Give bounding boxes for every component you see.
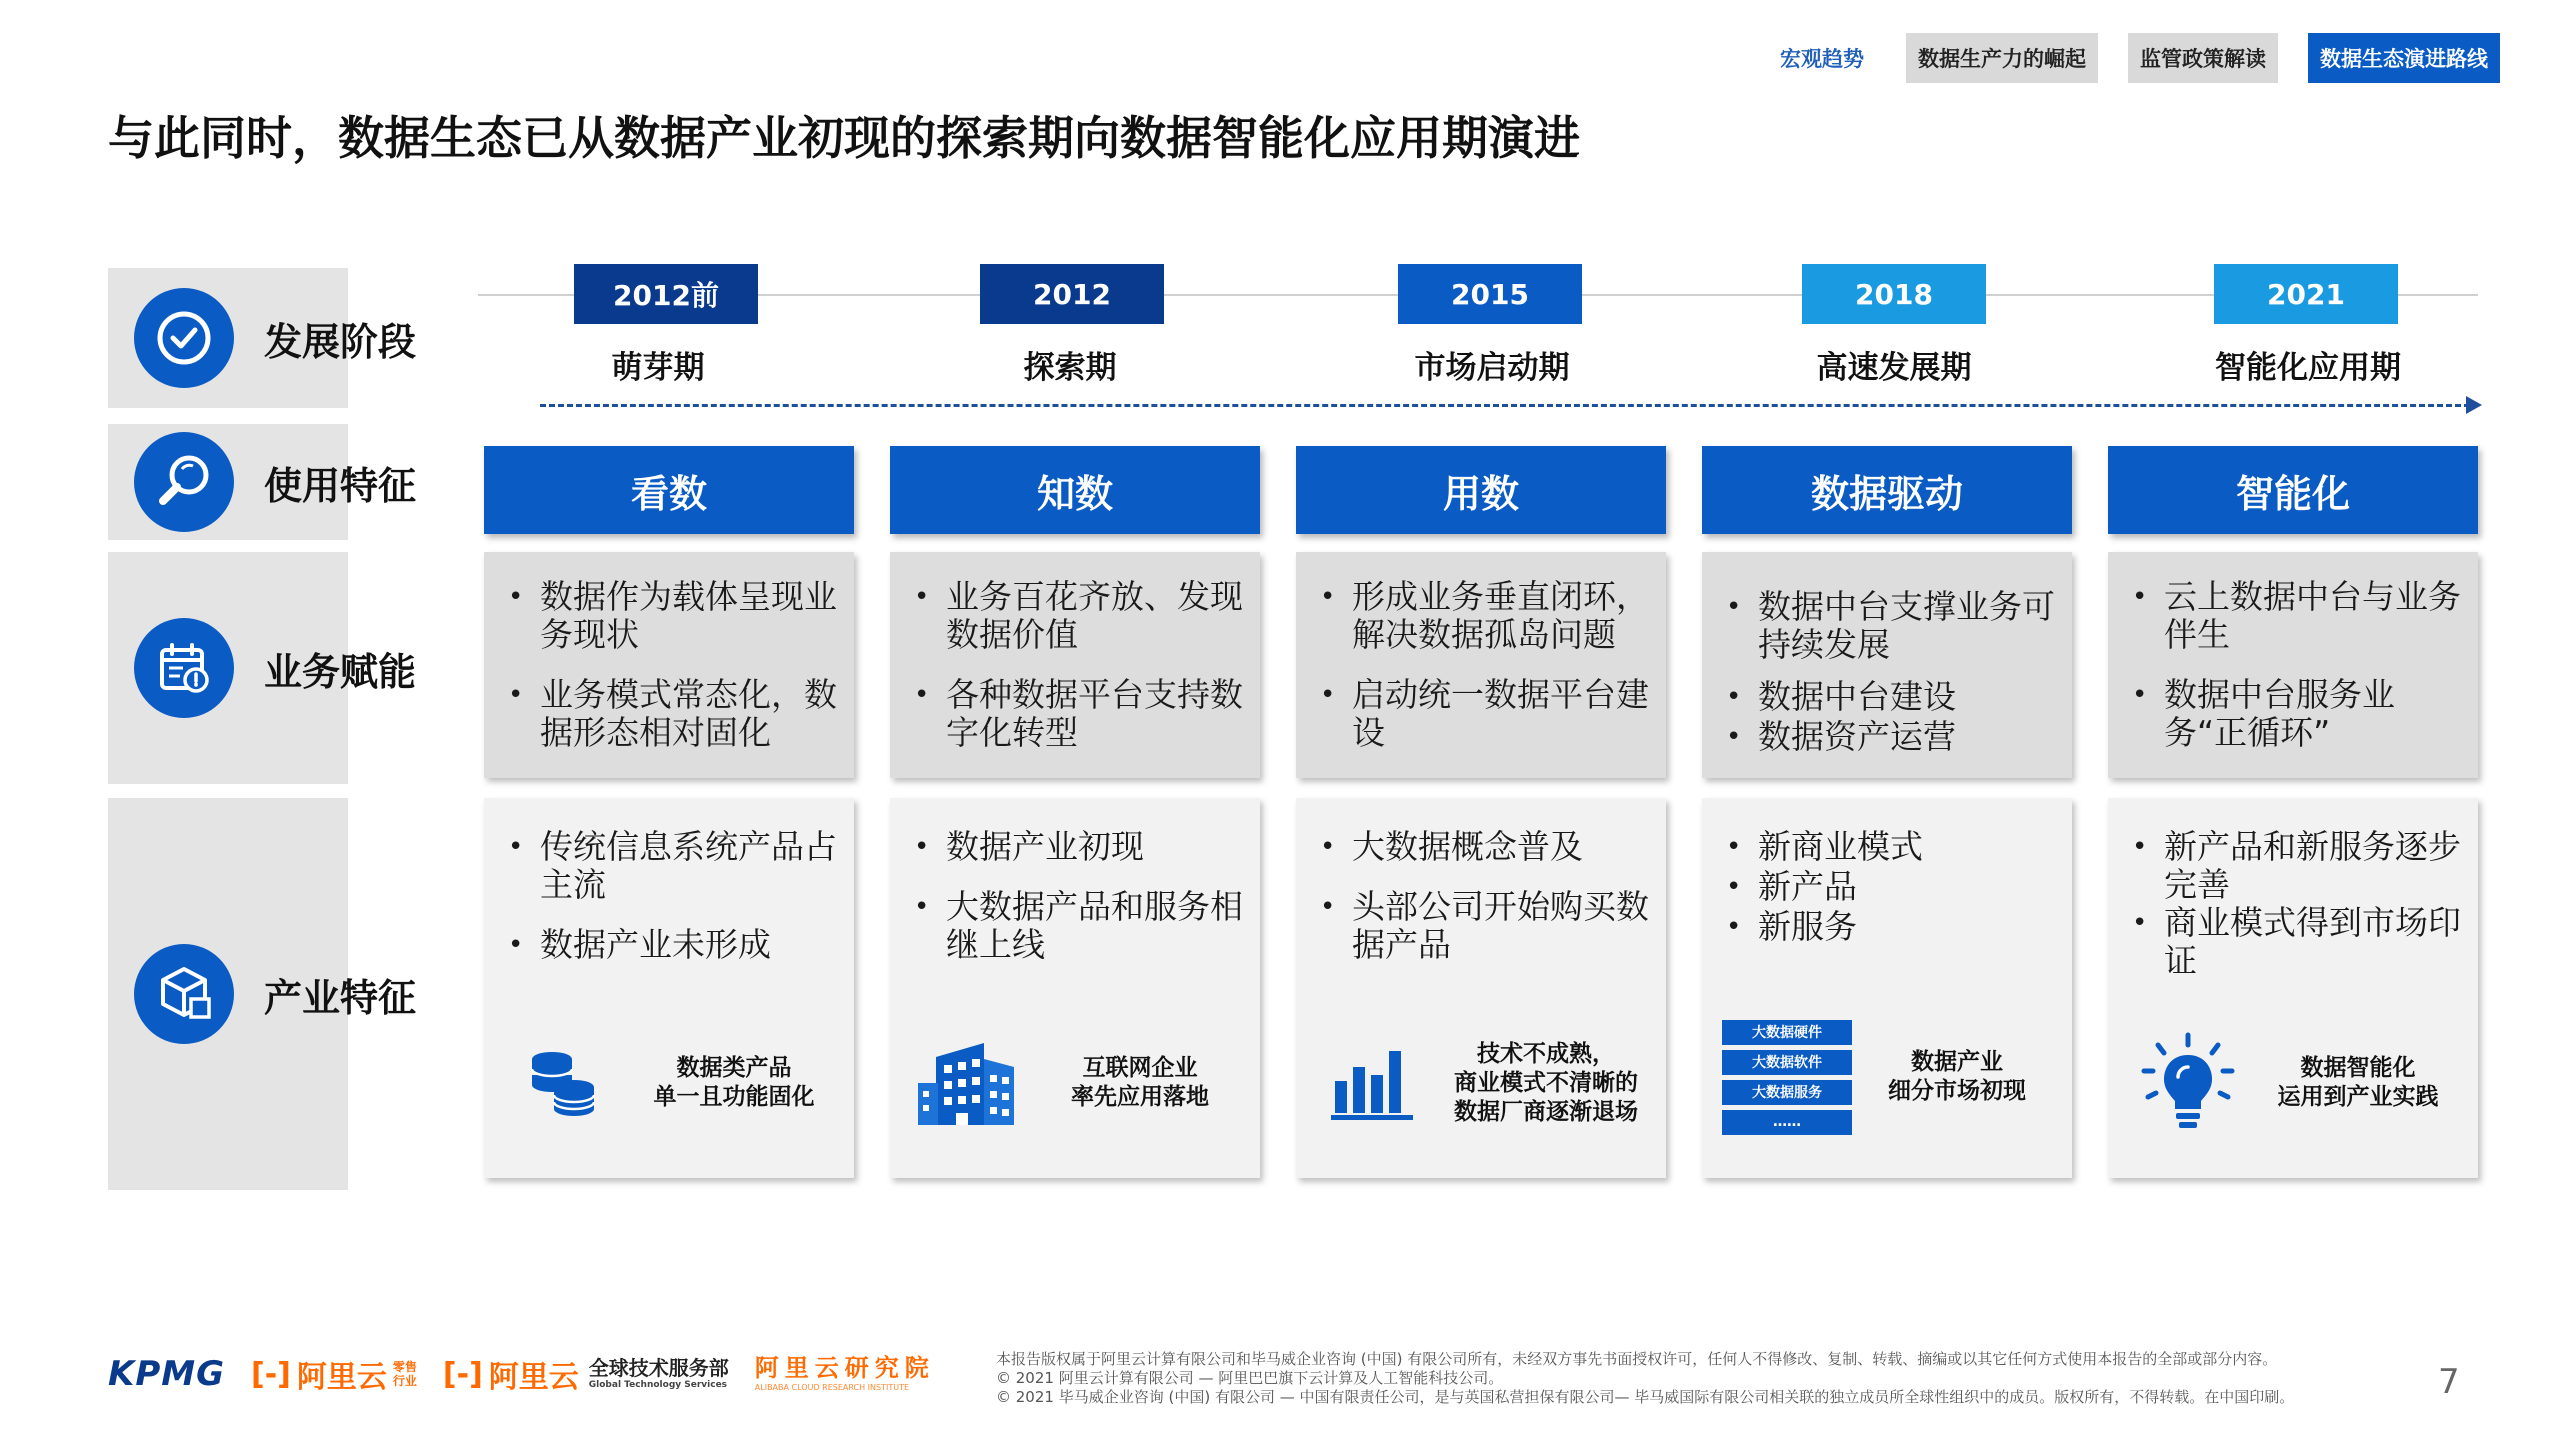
- footer-logos: [108, 1352, 935, 1396]
- footnote-line: 商业模式不清晰的: [1454, 1069, 1638, 1096]
- box-icon: [134, 944, 234, 1044]
- aliyun-bracket-icon: [-]: [251, 1356, 291, 1392]
- legal-line: © 2021 阿里云计算有限公司 — 阿里巴巴旗下云计算及人工智能科技公司。: [996, 1369, 1504, 1387]
- business-box: [1702, 552, 2072, 778]
- footnote-line: 数据产业: [1911, 1049, 2003, 1075]
- industry-box: [1296, 798, 1666, 1178]
- business-bullet: • 数据中台服务业务“正循环”: [2128, 676, 2462, 752]
- stack-layer: 大数据服务: [1722, 1080, 1852, 1105]
- nav-tab-data-productivity[interactable]: 数据生产力的崛起: [1906, 33, 2098, 83]
- industry-footnote: [1722, 1012, 2062, 1142]
- gts-cn: 全球技术服务部: [588, 1356, 729, 1380]
- row-label-stage: [108, 268, 417, 408]
- industry-bullet: • 新服务: [1722, 908, 2056, 946]
- industry-bullet: • 大数据概念普及: [1316, 828, 1650, 866]
- business-bullet: • 业务百花齐放、发现数据价值: [910, 578, 1244, 654]
- aliyun-bracket-icon: [-]: [442, 1356, 483, 1392]
- nav-tab-regulation[interactable]: 监管政策解读: [2128, 33, 2278, 83]
- industry-box: [1702, 798, 2072, 1178]
- business-bullet: • 数据中台支撑业务可持续发展: [1722, 588, 2056, 664]
- industry-footnote: [910, 1018, 1250, 1148]
- lightbulb-icon: [2128, 1028, 2248, 1138]
- aliyun-logo-text: 阿里云: [296, 1360, 387, 1395]
- ari-cn: 阿里云研究院: [754, 1354, 935, 1382]
- year-badge: 2021: [2214, 264, 2398, 324]
- aliyun-research-logo: [755, 1356, 935, 1392]
- gts-en: Global Technology Services: [588, 1380, 728, 1390]
- industry-box: [890, 798, 1260, 1178]
- usage-feature-box: 知数: [890, 446, 1260, 534]
- ari-en: ALIBABA CLOUD RESEARCH INSTITUTE: [754, 1383, 910, 1392]
- stage-label: 萌芽期: [611, 350, 705, 386]
- footnote-line: 技术不成熟，: [1477, 1040, 1615, 1067]
- aliyun-logo-text: 阿里云: [488, 1360, 579, 1395]
- aliyun-gts-logo: [443, 1352, 729, 1396]
- stack-layer: 大数据软件: [1722, 1050, 1852, 1075]
- footnote-line: 数据智能化: [2300, 1055, 2416, 1081]
- industry-box: [484, 798, 854, 1178]
- footnote-line: 数据厂商逐渐退场: [1454, 1098, 1638, 1125]
- footnote-line: 率先应用落地: [1071, 1084, 1209, 1110]
- legal-line: © 2021 毕马威企业咨询 (中国) 有限公司 — 中国有限责任公司，是与英国私营担保有限公司— 毕马威国际有限公司相关联的独立成员所全球性组织中的成员。版权所有，不得转载。在中国印刷。: [996, 1388, 2295, 1406]
- footnote-line: 数据类产品: [676, 1055, 792, 1081]
- industry-bullet: • 商业模式得到市场印证: [2128, 904, 2462, 980]
- business-bullet: • 形成业务垂直闭环，解决数据孤岛问题: [1316, 578, 1650, 654]
- industry-box: [2108, 798, 2478, 1178]
- business-bullet: • 云上数据中台与业务伴生: [2128, 578, 2462, 654]
- business-box: [2108, 552, 2478, 778]
- business-bullet: • 数据资产运营: [1722, 718, 2056, 756]
- copyright-notice: [996, 1350, 2294, 1407]
- footnote-line: 互联网企业: [1082, 1055, 1198, 1081]
- stack-layer: ……: [1722, 1110, 1852, 1135]
- industry-footnote: [1316, 1018, 1656, 1148]
- industry-footnote: [2128, 1018, 2468, 1148]
- business-bullet: • 数据中台建设: [1722, 678, 2056, 716]
- footnote-line: 细分市场初现: [1888, 1078, 2026, 1104]
- industry-bullet: • 新产品: [1722, 868, 2056, 906]
- page-title: 与此同时，数据生态已从数据产业初现的探索期向数据智能化应用期演进: [108, 111, 1580, 165]
- aliyun-retail-logo: [251, 1352, 417, 1396]
- top-nav: [1768, 33, 2500, 83]
- business-bullet: • 各种数据平台支持数字化转型: [910, 676, 1244, 752]
- timeline-arrow-head: [2466, 396, 2482, 414]
- usage-feature-box: 数据驱动: [1702, 446, 2072, 534]
- usage-feature-box: 智能化: [2108, 446, 2478, 534]
- legal-line: 本报告版权属于阿里云计算有限公司和毕马威企业咨询 (中国) 有限公司所有，未经双方事先书面授权许可，任何人不得修改、复制、转载、摘编或以其它任何方式使用本报告的全部或部分内容。: [996, 1350, 2278, 1368]
- timeline-arrow: [540, 404, 2470, 407]
- usage-feature-box: 用数: [1296, 446, 1666, 534]
- business-bullet: • 业务模式常态化，数据形态相对固化: [504, 676, 838, 752]
- page-number: 7: [2438, 1362, 2460, 1402]
- aliyun-sub-line: 零售: [392, 1360, 417, 1374]
- calendar-icon: [134, 618, 234, 718]
- stage-label: 智能化应用期: [2215, 350, 2401, 386]
- business-box: [890, 552, 1260, 778]
- year-badge: 2012前: [574, 264, 758, 324]
- year-badge: 2015: [1398, 264, 1582, 324]
- check-circle-icon: [134, 288, 234, 388]
- industry-bullet: • 数据产业初现: [910, 828, 1244, 866]
- industry-footnote: [504, 1018, 844, 1148]
- usage-feature-box: 看数: [484, 446, 854, 534]
- industry-bullet: • 新产品和新服务逐步完善: [2128, 828, 2462, 904]
- business-box: [1296, 552, 1666, 778]
- nav-tab-macro-trend[interactable]: 宏观趋势: [1780, 47, 1864, 71]
- magnifier-icon: [134, 432, 234, 532]
- industry-bullet: • 数据产业未形成: [504, 926, 838, 964]
- building-icon: [910, 1028, 1030, 1138]
- industry-bullet: • 新商业模式: [1722, 828, 2056, 866]
- bar-chart-icon: [1316, 1028, 1436, 1138]
- nav-tab-ecosystem-roadmap[interactable]: 数据生态演进路线: [2308, 33, 2500, 83]
- industry-bullet: • 大数据产品和服务相继上线: [910, 888, 1244, 964]
- business-bullet: • 启动统一数据平台建设: [1316, 676, 1650, 752]
- year-badge: 2018: [1802, 264, 1986, 324]
- industry-bullet: • 头部公司开始购买数据产品: [1316, 888, 1650, 964]
- row-label-stage-text: 发展阶段: [264, 319, 417, 364]
- footnote-line: 运用到产业实践: [2277, 1084, 2439, 1110]
- stack-layer: 大数据硬件: [1722, 1020, 1852, 1045]
- aliyun-sub-line: 行业: [392, 1374, 417, 1388]
- row-label-usage: [108, 424, 417, 540]
- footnote-line: 单一且功能固化: [653, 1084, 815, 1110]
- business-bullet: • 数据作为载体呈现业务现状: [504, 578, 838, 654]
- stage-label: 高速发展期: [1816, 350, 1972, 386]
- year-badge: 2012: [980, 264, 1164, 324]
- business-box: [484, 552, 854, 778]
- database-icon: [504, 1028, 624, 1138]
- row-label-industry: [108, 798, 417, 1190]
- industry-bullet: • 传统信息系统产品占主流: [504, 828, 838, 904]
- stack-icon: [1722, 1020, 1852, 1135]
- kpmg-logo: KPMG: [108, 1354, 226, 1394]
- stage-label: 探索期: [1023, 350, 1117, 386]
- row-label-industry-text: 产业特征: [264, 975, 417, 1020]
- stage-label: 市场启动期: [1414, 350, 1570, 386]
- row-label-usage-text: 使用特征: [264, 463, 417, 508]
- row-label-business: [108, 552, 417, 784]
- row-label-business-text: 业务赋能: [264, 649, 417, 694]
